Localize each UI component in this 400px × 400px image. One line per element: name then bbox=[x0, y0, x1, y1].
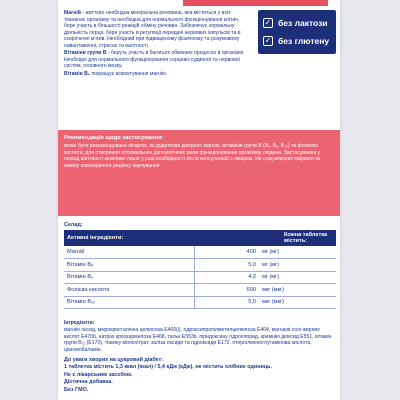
b6-lead: Вітамін B₆ bbox=[64, 70, 91, 77]
header-per-tablet: Кожна таблетка містить: bbox=[284, 232, 328, 244]
claim-label: без глютену bbox=[278, 36, 330, 46]
claim-gluten-free bbox=[263, 32, 331, 50]
ingredient-unit: мкг (мкг) bbox=[259, 284, 336, 297]
intro-paragraph-magnesium bbox=[64, 10, 249, 49]
intro-text bbox=[64, 10, 249, 78]
claim-lactose-free bbox=[263, 14, 331, 32]
ingredient-name: Вітамін B₆ bbox=[64, 259, 194, 272]
composition-header-row bbox=[64, 230, 336, 246]
table-row bbox=[64, 271, 336, 284]
magnesium-lead: Магній bbox=[64, 10, 81, 16]
ingredient-unit: мг (мг) bbox=[259, 246, 336, 259]
table-row bbox=[64, 284, 336, 297]
gmo-note: Без ГМО. bbox=[64, 386, 89, 393]
ingredient-unit: мг (мг) bbox=[259, 271, 336, 284]
ingredient-name: Вітамін B₁ bbox=[64, 271, 194, 284]
header-active-ingredients: Активні інгредієнти: bbox=[67, 235, 124, 241]
b6-text: покращує всмоктування магнію. bbox=[90, 70, 168, 77]
ingredient-amount: 5,0 bbox=[194, 296, 259, 309]
vitamin-b-text: - беруть участь в багатьох обмінних процесах в організмі. Необхідні для нормального функціонування серцево-судинної та нервової систем, головного мозку. bbox=[64, 50, 245, 69]
recommendation-text: може бути рекомендована лікарем, як додаткове джерело магнію, вітамінів групи В (B₁, B₆, B₁₂) та фолієвої кислоти, для створення оптимальних дієтологічних умов функціонування організму людини. Застосування у період вагітності можливе лише у разі необхідності після консультації з лікарем. Не слід використовувати як заміну повноцінного раціону харчування. bbox=[64, 143, 321, 169]
ingredient-name: Магній bbox=[64, 246, 194, 259]
ingredients-text: магнію оксид, мікрокристалічна целюлоза E460(i), гідроксипропілметилцелюлоза E464, магнієві солі жирних кислот E470b, натрію кроскармелоза E468, тальк E553b, піридоксину гідрохлорид, кремнію діоксид E551, вітамін групи B₁₂ (E170), тіаміну мононітрат, заліза оксиди та гідроксиди E172, птероїлмоноглутамінова кислота, ціанокобаламін. bbox=[64, 327, 332, 353]
ingredient-amount: 400 bbox=[194, 246, 259, 259]
supplement-note: Дієтична добавка. bbox=[64, 379, 113, 386]
ingredient-amount: 4,2 bbox=[194, 271, 259, 284]
table-row bbox=[64, 259, 336, 272]
recommendation-banner bbox=[58, 130, 340, 216]
ingredient-amount: 5,0 bbox=[194, 259, 259, 272]
notes-section bbox=[64, 357, 336, 394]
ingredients-title: Інгредієнти: bbox=[64, 320, 95, 326]
intro-paragraph-vitamin-b bbox=[64, 50, 249, 70]
ingredient-unit: мг (мг) bbox=[259, 259, 336, 272]
recommendation-title: Рекомендація щодо застосування: bbox=[64, 135, 164, 141]
composition-title: Склад: bbox=[64, 222, 83, 228]
check-icon: ✓ bbox=[264, 18, 272, 27]
ingredient-unit: мкг (мкг) bbox=[259, 296, 336, 309]
table-row bbox=[64, 246, 336, 259]
check-icon: ✓ bbox=[264, 36, 272, 45]
ingredients-section bbox=[64, 320, 336, 353]
ingredient-name: Вітамін B₁₂ bbox=[64, 296, 194, 309]
ingredient-name: Фолієва кислота bbox=[64, 284, 194, 297]
composition-table bbox=[64, 230, 336, 309]
intro-paragraph-b6 bbox=[64, 71, 249, 78]
package-panel bbox=[58, 0, 340, 400]
table-row bbox=[64, 296, 336, 309]
not-medicine-note: Не є лікарським засобом. bbox=[64, 371, 133, 378]
composition-section bbox=[64, 222, 336, 309]
ingredient-amount: 600 bbox=[194, 284, 259, 297]
top-band bbox=[183, 0, 328, 6]
claim-label: без лактози bbox=[278, 18, 328, 28]
magnesium-text: - життєво необхідна мінеральна речовина, яка міститься у всіх тканинах організму та необхідна для нормального функціонування клітин, бере участь в більшості реакцій обміну речовин. Забезпечує нормальну діяльність серця, бере участь в регуляції передачі нервових імпульсів та в скороченні м'язів. Необхідний при підвищеному фізичному та розумовому навантаженні, стресах та вагітності. bbox=[64, 10, 241, 49]
diabetes-text: 1 таблетка містить 1,3 ккал (ккал) / 5,4 кДж (кДж), не містить хлібних одиниць. bbox=[64, 364, 272, 371]
claims-callout bbox=[258, 10, 336, 54]
diabetes-title: До уваги хворих на цукровий діабет: bbox=[64, 357, 164, 363]
vitamin-b-lead: Вітаміни групи В bbox=[64, 50, 107, 56]
